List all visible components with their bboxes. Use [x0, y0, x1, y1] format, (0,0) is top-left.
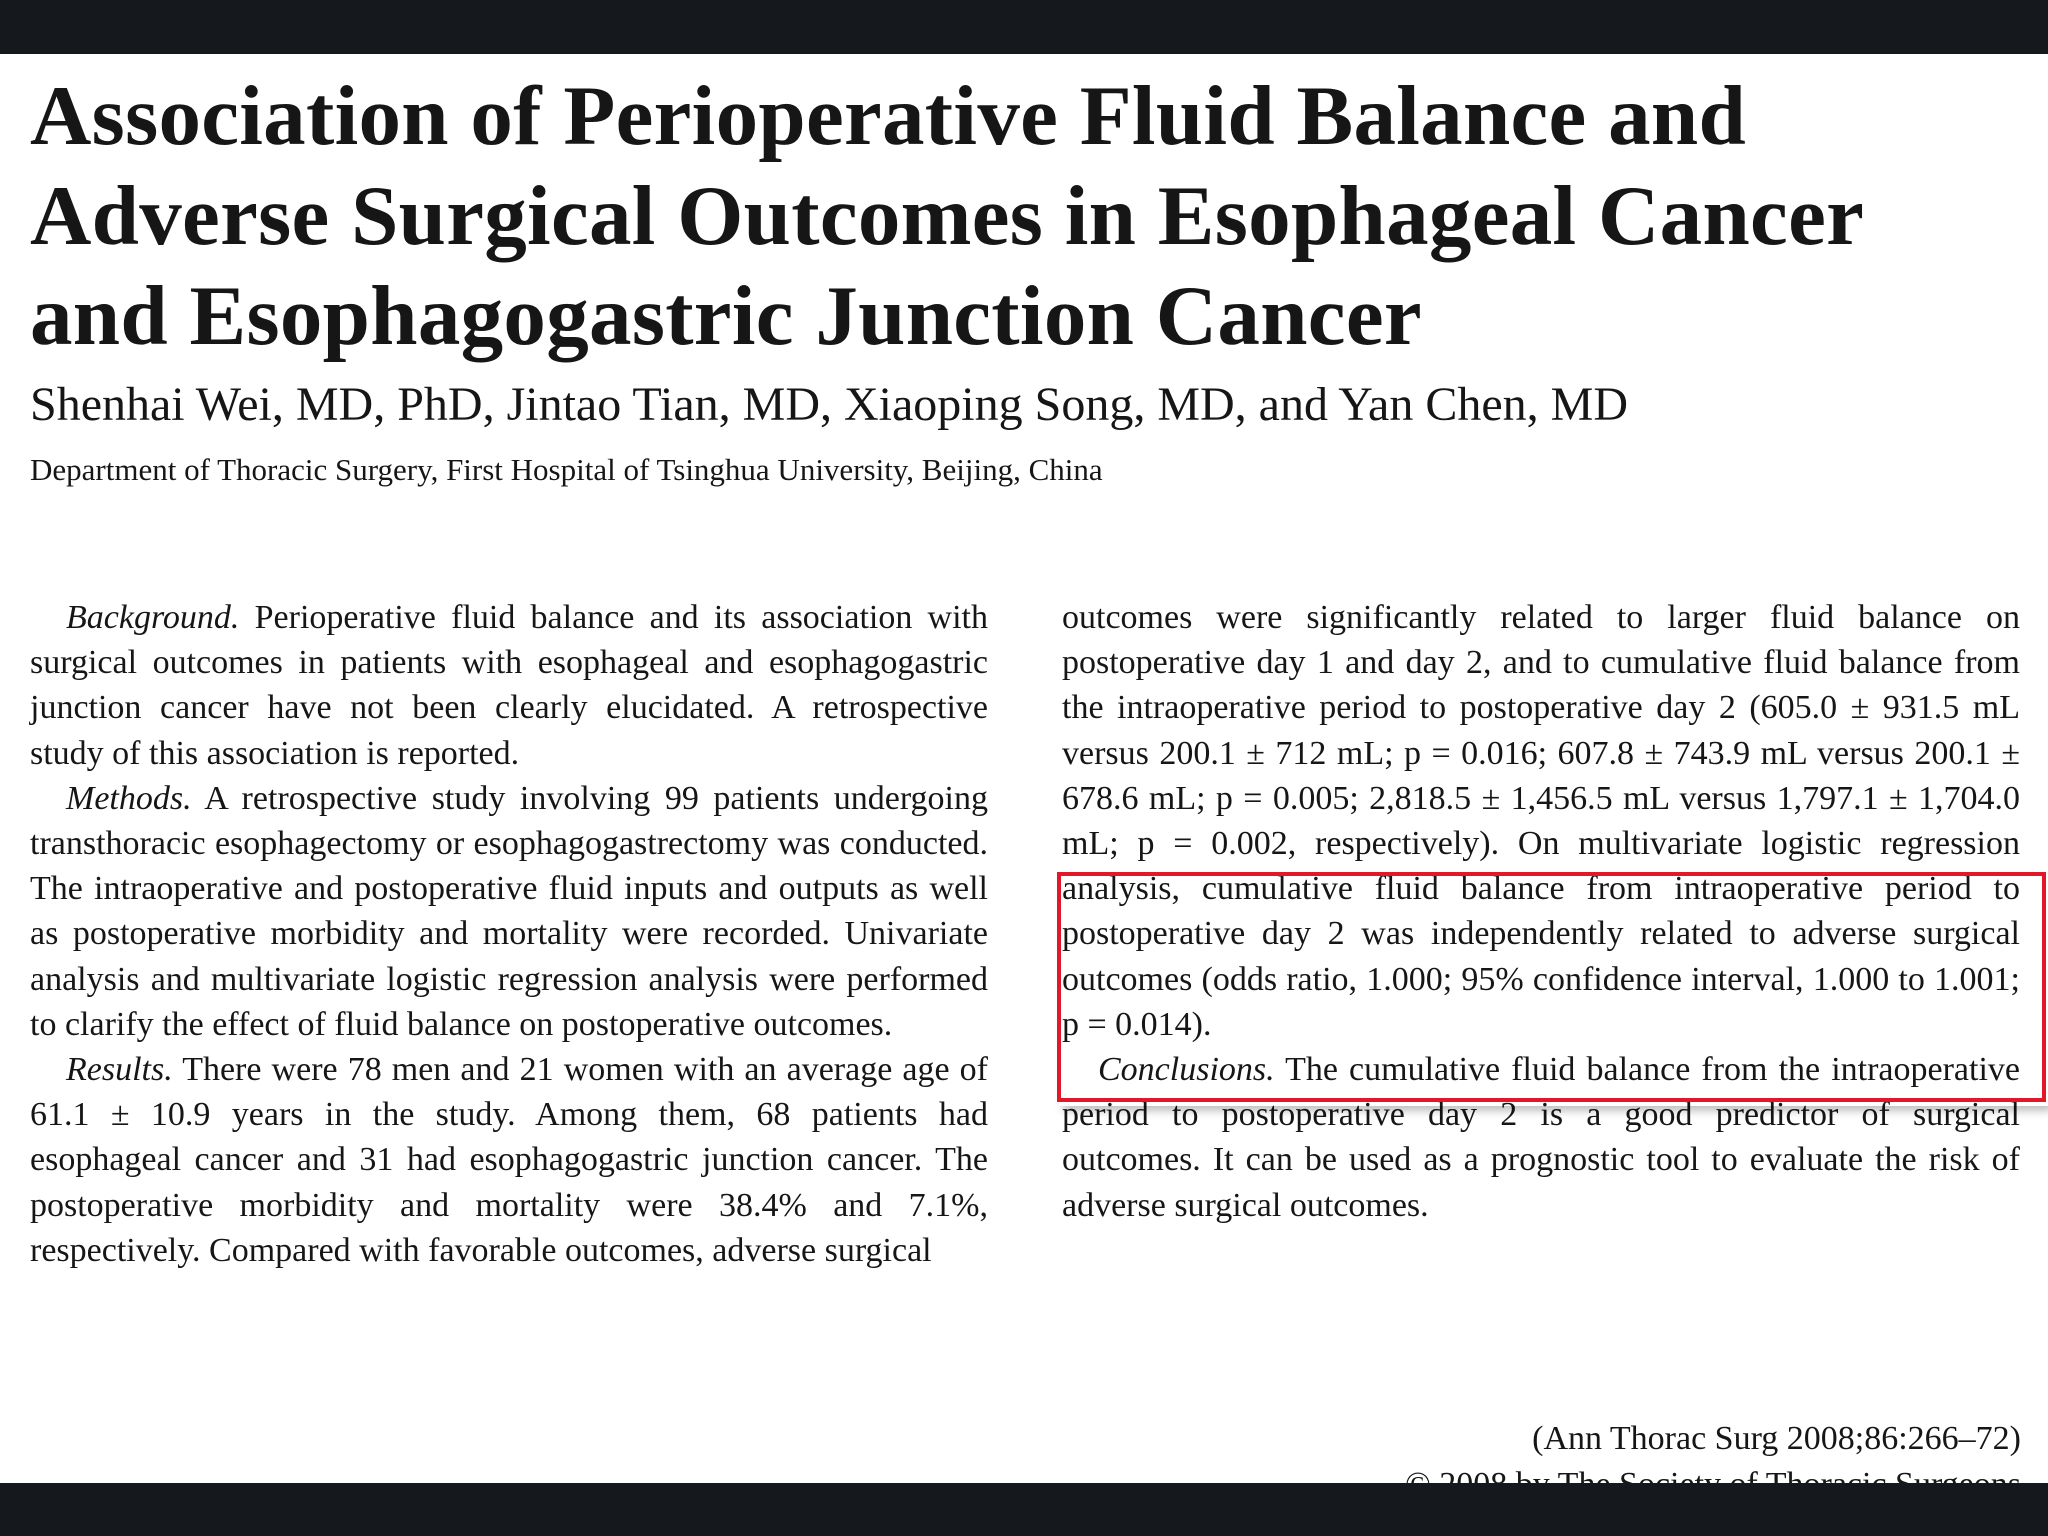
background-heading: Background.	[66, 599, 240, 636]
results-heading: Results.	[66, 1051, 173, 1089]
paper-page	[0, 54, 2048, 1483]
background-paragraph	[30, 595, 988, 776]
methods-heading: Methods.	[66, 779, 192, 817]
top-dark-frame	[0, 0, 2048, 54]
methods-text: A retrospective study involving 99 patients undergoing transthoracic esophagectomy or esophagogastrectomy was conducted. The intraoperative and postoperative fluid inputs and outputs as well as postoperative morbidity and mortality were recorded. Univariate analysis and multivariate logistic regression analysis were performed to clarify the effect of fluid balance on postoperative outcomes.	[30, 779, 988, 1043]
title-line-1: Association of Perioperative Fluid Balance and	[30, 69, 1747, 163]
paper-title	[30, 66, 2020, 366]
abstract-left-column	[30, 595, 988, 1273]
title-line-2: Adverse Surgical Outcomes in Esophageal Cancer	[30, 169, 1865, 263]
affiliation: Department of Thoracic Surgery, First Hospital of Tsinghua University, Beijing, China	[30, 452, 1103, 487]
results-paragraph	[30, 1047, 988, 1273]
background-text: Perioperative fluid balance and its association with surgical outcomes in patients with esophageal and esophagogastric junction cancer have not been clearly elucidated. A retrospective study of this association is reported.	[30, 599, 988, 772]
conclusions-heading: Conclusions.	[1098, 1051, 1275, 1089]
title-line-3: and Esophagogastric Junction Cancer	[30, 269, 1422, 363]
author-list: Shenhai Wei, MD, PhD, Jintao Tian, MD, Xiaoping Song, MD, and Yan Chen, MD	[30, 378, 1629, 431]
red-highlight-box	[1057, 872, 2046, 1102]
results-text: There were 78 men and 21 women with an average age of 61.1 ± 10.9 years in the study. Among them, 68 patients had esophageal cancer and 31 had esophagogastric junction cancer. The postoperative morbidity and mortality were 38.4% and 7.1%, respectively. Compared with favorable outcomes, adverse surgical	[30, 1051, 988, 1269]
methods-paragraph	[30, 776, 988, 1047]
bottom-dark-frame	[0, 1483, 2048, 1536]
journal-citation: (Ann Thorac Surg 2008;86:266–72)	[1532, 1420, 2021, 1457]
results-continued-paragraph: outcomes were significantly related to larger fluid balance on postoperative day 1 and day 2, and to cumulative fluid balance from the intraoperative period to postoperative day 2 (605.0 ± 931.5 mL versus 200.1 ± 712 mL; p = 0.016; 607.8 ± 743.9 mL versus 200.1 ± 678.6 mL; p = 0.005; 2,818.5 ± 1,456.5 mL versus 1,797.1 ± 1,704.0 mL; p = 0.002, respectively). On multivariate logistic regression analysis, cumulative fluid balance from intraoperative period to postoperative day 2 was independently related to adverse surgical outcomes (odds ratio, 1.000; 95% confidence interval, 1.000 to 1.001; p = 0.014).	[1062, 599, 2020, 1043]
conclusions-text: The cumulative fluid balance from the intraoperative period to postoperative day 2 is a good predictor of surgical outcomes. It can be used as a prognostic tool to evaluate the risk of adverse surgical outcomes.	[1062, 1051, 2020, 1224]
